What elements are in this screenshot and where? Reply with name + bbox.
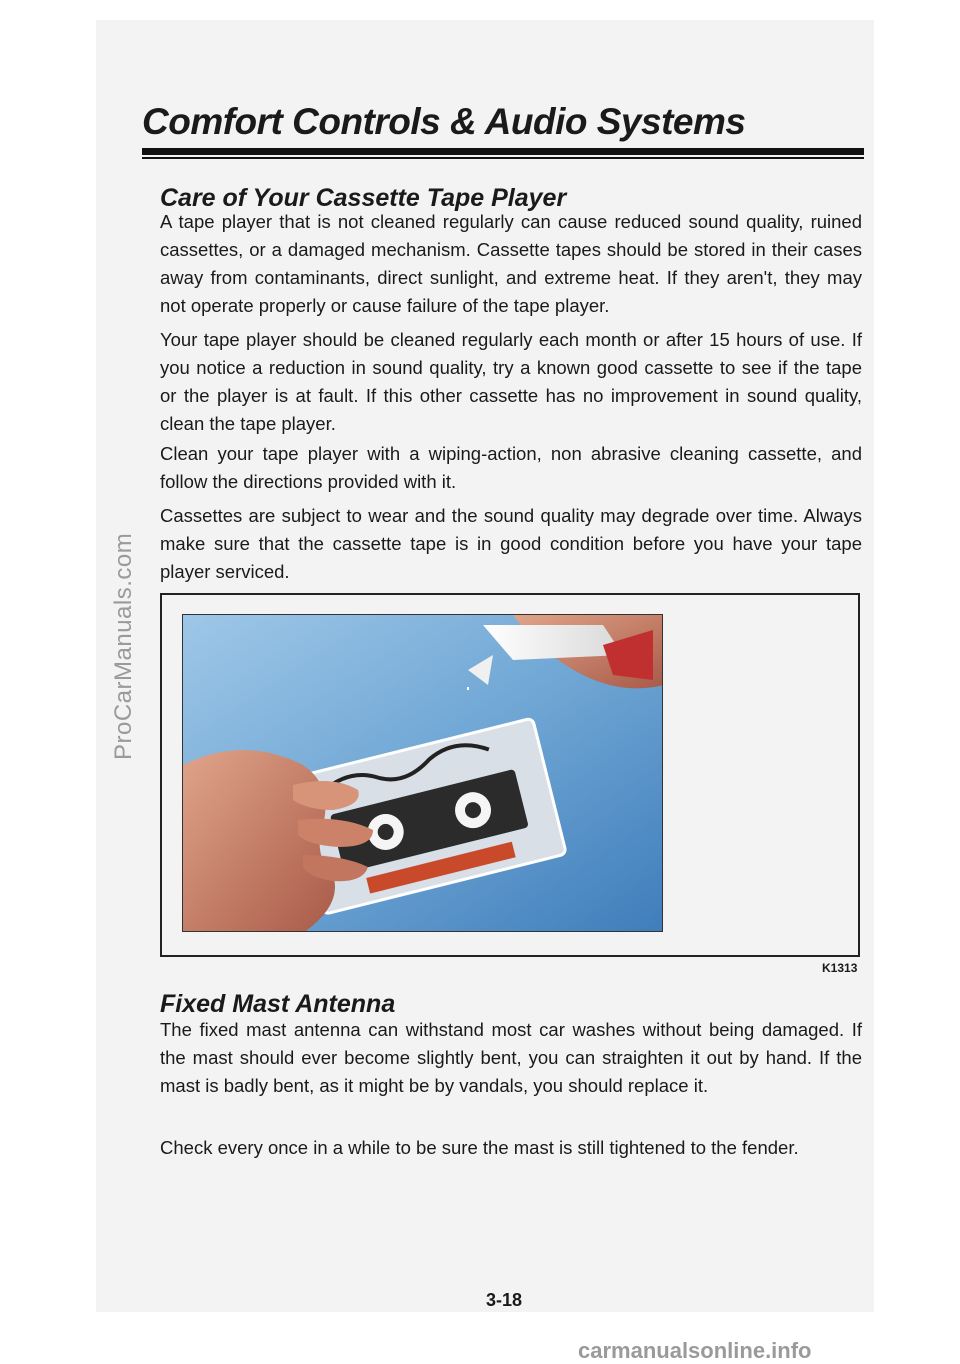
paragraph: A tape player that is not cleaned regularly can cause reduced sound quality, ruined cassettes, or a damaged mechanism. Cassette tapes should be stored in their cases away from contaminants, direct sunlight, and extreme heat. If they aren't, they may not operate properly or cause failure of the tape player. bbox=[160, 211, 862, 316]
chapter-title: Comfort Controls & Audio Systems bbox=[142, 101, 746, 142]
section-heading-cassette-care: Care of Your Cassette Tape Player bbox=[160, 184, 567, 212]
paragraph: Cassettes are subject to wear and the sound quality may degrade over time. Always make sure that the cassette tape is in good condition before you have your tape player serviced. bbox=[160, 505, 862, 582]
paragraph: The fixed mast antenna can withstand most car washes without being damaged. If the mast should ever become slightly bent, you can straighten it out by hand. If the mast is badly bent, as it might be by vandals, you should replace it. bbox=[160, 1019, 862, 1096]
paragraph: Check every once in a while to be sure the mast is still tightened to the fender. bbox=[160, 1137, 799, 1158]
header-rule-thin bbox=[142, 157, 864, 159]
header-rule bbox=[142, 148, 864, 155]
side-watermark: ProCarManuals.com bbox=[110, 532, 137, 760]
cassette-cleaning-photo bbox=[182, 614, 663, 932]
figure-code: K1313 bbox=[822, 961, 858, 975]
paragraph: Your tape player should be cleaned regularly each month or after 15 hours of use. If you notice a reduction in sound quality, try a known good cassette to see if the tape or the player is at fault. If this other cassette has no improvement in sound quality, clean the tape player. bbox=[160, 329, 862, 434]
footer-watermark: carmanualsonline.info bbox=[578, 1338, 812, 1363]
paragraph: Clean your tape player with a wiping-action, non abrasive cleaning cassette, and follow the directions provided with it. bbox=[160, 443, 862, 492]
page-number: 3-18 bbox=[486, 1290, 523, 1310]
section-heading-fixed-mast-antenna: Fixed Mast Antenna bbox=[160, 990, 396, 1018]
